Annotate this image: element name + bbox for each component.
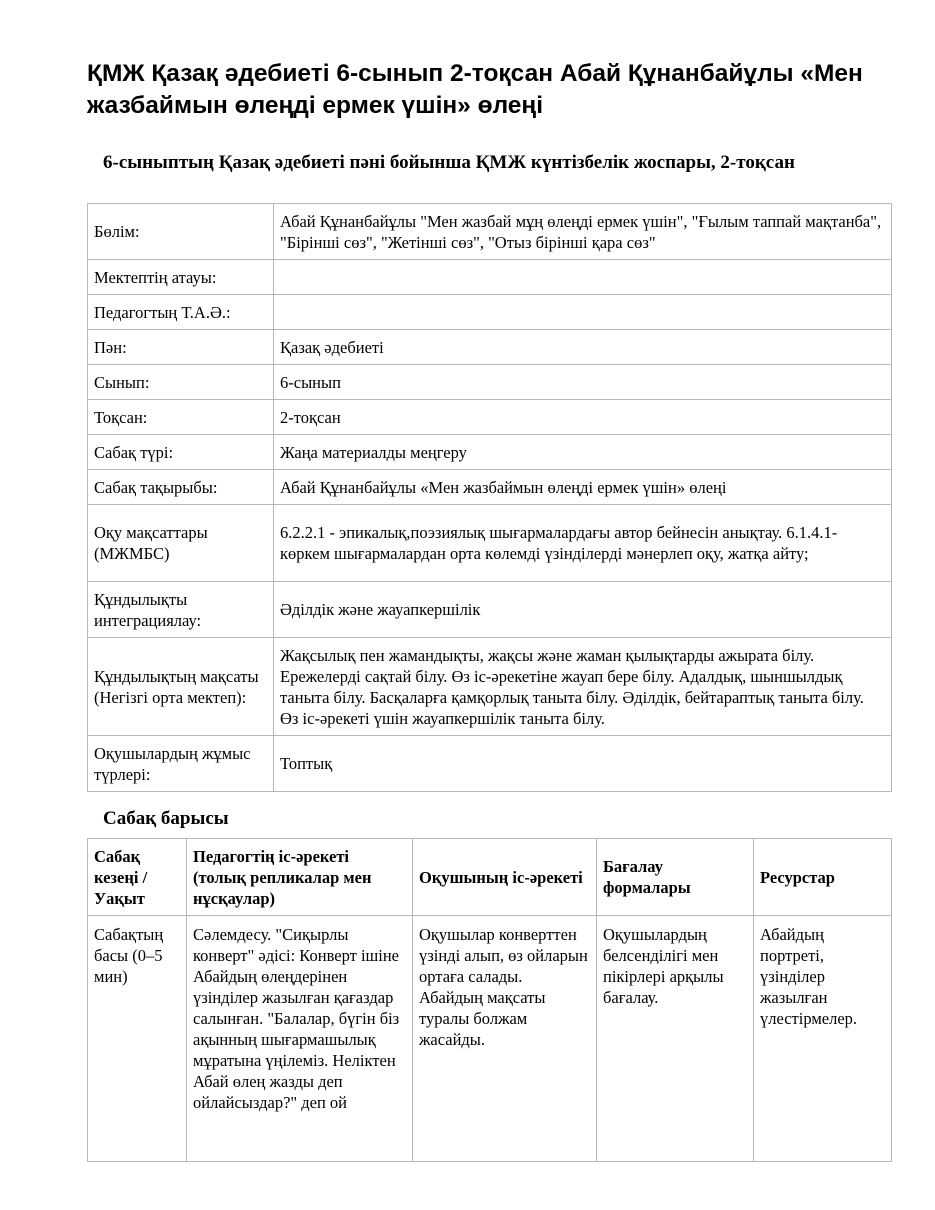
document-title: ҚМЖ Қазақ әдебиеті 6-сынып 2-тоқсан Абай Құнанбайұлы «Мен жазбаймын өлеңді ермек үшін» өлеңі <box>87 60 863 119</box>
table-row <box>88 204 892 260</box>
table-row <box>88 638 892 736</box>
table-header-row <box>88 839 892 916</box>
row-label: Құндылықты интеграциялау: <box>88 582 274 638</box>
row-label: Педагогтың Т.А.Ә.: <box>88 295 274 330</box>
row-value: Қазақ әдебиеті <box>274 330 892 365</box>
row-label: Пән: <box>88 330 274 365</box>
plan-heading: 6-сыныптың Қазақ әдебиеті пәні бойынша ҚМЖ күнтізбелік жоспары, 2-тоқсан <box>103 152 795 173</box>
plan-table <box>87 203 892 792</box>
table-row <box>88 435 892 470</box>
lesson-table <box>87 838 892 1162</box>
table-row <box>88 400 892 435</box>
column-header: Педагогтің іс-әрекеті (толық репликалар мен нұсқаулар) <box>187 839 413 916</box>
row-label: Тоқсан: <box>88 400 274 435</box>
lesson-heading: Сабақ барысы <box>103 808 229 829</box>
table-row <box>88 260 892 295</box>
row-value: 6-сынып <box>274 365 892 400</box>
row-label: Бөлім: <box>88 204 274 260</box>
assessment-cell: Оқушылардың белсенділігі мен пікірлері арқылы бағалау. <box>597 916 754 1162</box>
table-row <box>88 470 892 505</box>
stage-cell: Сабақтың басы (0–5 мин) <box>88 916 187 1162</box>
row-value: 2-тоқсан <box>274 400 892 435</box>
student-activity-cell: Оқушылар конверттен үзінді алып, өз ойларын ортаға салады. Абайдың мақсаты туралы болжам жасайды. <box>413 916 597 1162</box>
table-row <box>88 330 892 365</box>
table-row <box>88 916 892 1162</box>
row-value: 6.2.2.1 - эпикалық,поэзиялық шығармалардағы автор бейнесін анықтау. 6.1.4.1- көркем шығармалардан орта көлемді үзінділерді мәнерлеп оқу, жатқа айту; <box>274 505 892 582</box>
row-label: Сабақ түрі: <box>88 435 274 470</box>
column-header: Сабақ кезеңі / Уақыт <box>88 839 187 916</box>
teacher-activity-cell: Сәлемдесу. "Сиқырлы конверт" әдісі: Конверт ішіне Абайдың өлеңдерінен үзінділер жазылған қағаздар салынған. "Балалар, бүгін біз ақынның шығармашылық мұратына үңілеміз. Неліктен Абай өлең жазды деп ойлайсыздар?" деп ой <box>187 916 413 1162</box>
row-label: Сынып: <box>88 365 274 400</box>
row-label: Оқушылардың жұмыс түрлері: <box>88 736 274 792</box>
table-row <box>88 582 892 638</box>
resources-cell: Абайдың портреті, үзінділер жазылған үлестірмелер. <box>754 916 892 1162</box>
column-header: Бағалау формалары <box>597 839 754 916</box>
row-value: Абай Құнанбайұлы «Мен жазбаймын өлеңді ермек үшін» өлеңі <box>274 470 892 505</box>
table-row <box>88 365 892 400</box>
row-value: Топтық <box>274 736 892 792</box>
row-label: Сабақ тақырыбы: <box>88 470 274 505</box>
row-label: Құндылықтың мақсаты (Негізгі орта мектеп): <box>88 638 274 736</box>
row-value: Абай Құнанбайұлы "Мен жазбай мұң өлеңді ермек үшін", "Ғылым таппай мақтанба", "Бірінші сөз", "Жетінші сөз", "Отыз бірінші қара сөз" <box>274 204 892 260</box>
row-value: Жақсылық пен жамандықты, жақсы және жаман қылықтарды ажырата білу. Ережелерді сақтай білу. Өз іс-әрекетіне жауап бере білу. Адалдық, шыншылдық таныта білу. Басқаларға қамқорлық таныта білу. Әділдік, бейтараптық таныта білу. Өз іс-әрекеті үшін жауапкершілік таныта білу. <box>274 638 892 736</box>
row-label: Оқу мақсаттары (МЖМБС) <box>88 505 274 582</box>
row-value <box>274 295 892 330</box>
table-row <box>88 295 892 330</box>
column-header: Оқушының іс-әрекеті <box>413 839 597 916</box>
column-header: Ресурстар <box>754 839 892 916</box>
table-row <box>88 505 892 582</box>
row-label: Мектептің атауы: <box>88 260 274 295</box>
row-value: Әділдік және жауапкершілік <box>274 582 892 638</box>
table-row <box>88 736 892 792</box>
row-value: Жаңа материалды меңгеру <box>274 435 892 470</box>
row-value <box>274 260 892 295</box>
